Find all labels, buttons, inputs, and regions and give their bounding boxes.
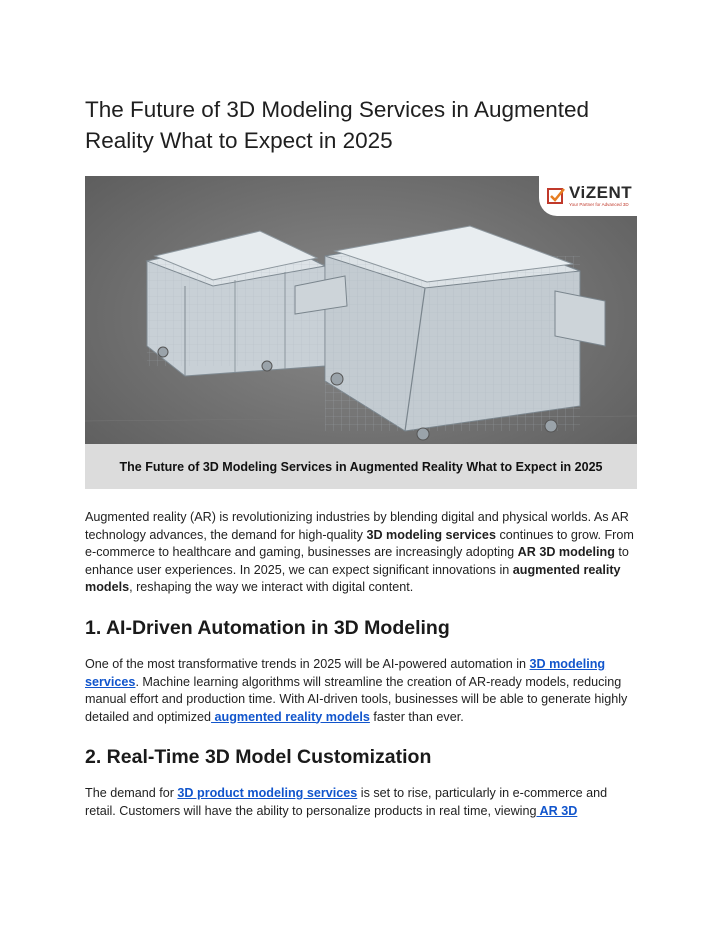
intro-text-1: Augmented reality (AR) is revolutionizing industries by blending digital and physical worlds. As AR technology advances, the demand for high-quality — [85, 510, 629, 542]
vizent-logo — [539, 176, 637, 216]
intro-text-2: continues to grow. From e-commerce to healthcare and gaming, businesses are increasingly adopting — [85, 527, 634, 559]
s2-text-2: is set to rise, particularly in e-commerce and retail. Customers will have the ability to personalize products in real time, viewing — [85, 786, 608, 818]
logo-tagline: Your Partner for Advanced 3D — [569, 202, 629, 208]
section-1-paragraph — [85, 656, 637, 726]
intro-bold-2: AR 3D modeling — [517, 545, 615, 559]
hero-caption: The Future of 3D Modeling Services in Augmented Reality What to Expect in 2025 — [85, 444, 637, 489]
section-2-paragraph — [85, 785, 637, 820]
right-dumpster — [295, 226, 605, 440]
s1-text-2: . Machine learning algorithms will streamline the creation of AR-ready models, reducing manual effort and production time. With AI-driven tools, businesses will be able to generate highly detailed and optimized — [85, 674, 628, 724]
intro-bold-3: augmented reality models — [85, 562, 621, 594]
link-augmented-reality-models[interactable]: augmented reality models — [211, 709, 370, 724]
intro-bold-1: 3D modeling services — [366, 527, 496, 542]
intro-paragraph — [85, 509, 637, 597]
section-2-heading: 2. Real-Time 3D Model Customization — [85, 746, 432, 768]
intro-text-3: to enhance user experiences. In 2025, we can expect significant innovations in — [85, 545, 629, 577]
logo-check-icon — [547, 187, 565, 205]
link-3d-product-modeling-services[interactable]: 3D product modeling services — [177, 786, 358, 800]
s1-text-1: One of the most transformative trends in 2025 will be AI-powered automation in — [85, 657, 530, 671]
s1-text-3: faster than ever. — [369, 709, 464, 724]
hero-image — [85, 176, 637, 489]
s2-text-1: The demand for — [85, 786, 178, 800]
intro-text-4: , reshaping the way we interact with digital content. — [129, 580, 414, 594]
logo-name: ViZENT — [569, 183, 633, 203]
article-title: The Future of 3D Modeling Services in Augmented Reality What to Expect in 2025 — [85, 97, 590, 153]
dumpster-render-illustration — [85, 176, 637, 489]
section-1-heading: 1. AI-Driven Automation in 3D Modeling — [85, 617, 450, 639]
link-ar-3d[interactable]: AR 3D — [536, 803, 578, 818]
link-3d-modeling-services[interactable]: 3D modeling services — [85, 657, 606, 689]
